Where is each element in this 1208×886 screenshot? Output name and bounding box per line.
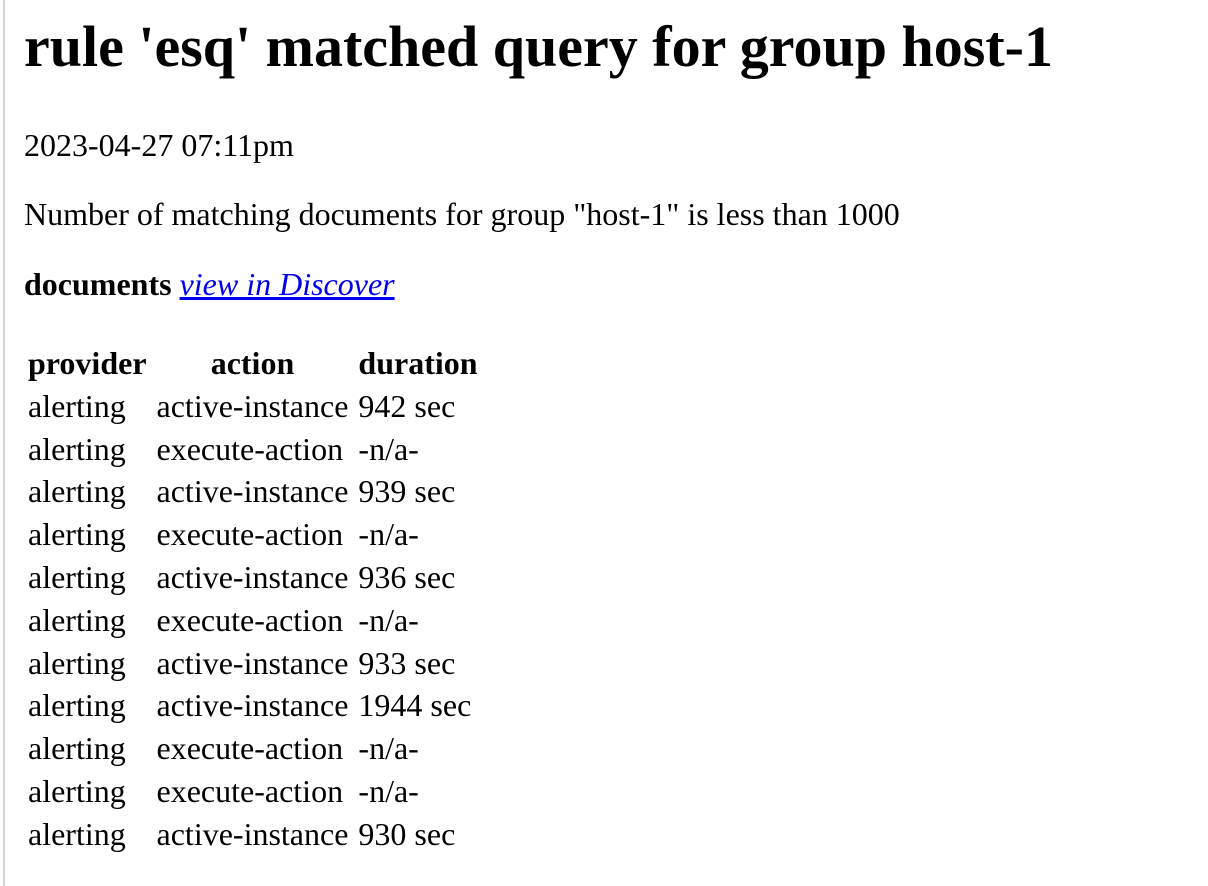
duration-cell: -n/a- <box>358 430 419 467</box>
timestamp: 2023-04-27 07:11pm <box>24 126 294 163</box>
action-cell: active-instance <box>156 644 349 681</box>
provider-cell: alerting <box>28 430 126 467</box>
table-row <box>26 814 484 855</box>
documents-label: documents <box>24 266 172 303</box>
window-edge <box>3 0 5 886</box>
table-row <box>26 429 484 470</box>
table-header-row <box>26 343 484 384</box>
duration-cell: 1944 sec <box>358 687 472 724</box>
table-row <box>26 728 484 769</box>
summary-text: Number of matching documents for group "host-1" is less than 1000 <box>24 196 900 233</box>
duration-cell: 936 sec <box>358 559 456 596</box>
provider-cell: alerting <box>28 559 126 596</box>
provider-cell: alerting <box>28 473 126 510</box>
provider-cell: alerting <box>28 601 126 638</box>
duration-cell: 930 sec <box>358 815 456 852</box>
table-row <box>26 386 484 427</box>
provider-cell: alerting <box>28 687 126 724</box>
table-row <box>26 643 484 684</box>
action-cell: active-instance <box>156 687 349 724</box>
table-row <box>26 771 484 812</box>
table-row <box>26 471 484 512</box>
duration-cell: -n/a- <box>358 730 419 767</box>
provider-cell: alerting <box>28 644 126 681</box>
documents-line <box>24 266 1192 303</box>
provider-cell: alerting <box>28 773 126 810</box>
action-cell: active-instance <box>156 387 349 424</box>
provider-cell: alerting <box>28 516 126 553</box>
table-row <box>26 557 484 598</box>
provider-cell: alerting <box>28 387 126 424</box>
view-in-discover-link[interactable]: view in Discover <box>179 266 395 303</box>
table-row <box>26 514 484 555</box>
action-cell: execute-action <box>156 601 344 638</box>
action-column-header: action <box>210 345 295 382</box>
action-cell: execute-action <box>156 730 344 767</box>
duration-cell: 939 sec <box>358 473 456 510</box>
duration-cell: 942 sec <box>358 387 456 424</box>
action-cell: active-instance <box>156 815 349 852</box>
duration-cell: -n/a- <box>358 773 419 810</box>
action-cell: active-instance <box>156 473 349 510</box>
table-body <box>26 386 484 855</box>
duration-cell: 933 sec <box>358 644 456 681</box>
alerts-table <box>24 341 486 857</box>
duration-column-header: duration <box>358 345 478 382</box>
action-cell: execute-action <box>156 516 344 553</box>
action-cell: execute-action <box>156 430 344 467</box>
duration-cell: -n/a- <box>358 601 419 638</box>
action-cell: execute-action <box>156 773 344 810</box>
provider-cell: alerting <box>28 730 126 767</box>
provider-column-header: provider <box>28 345 147 382</box>
duration-cell: -n/a- <box>358 516 419 553</box>
action-cell: active-instance <box>156 559 349 596</box>
provider-cell: alerting <box>28 815 126 852</box>
notification-body <box>0 14 1208 857</box>
table-row <box>26 600 484 641</box>
page-title: rule 'esq' matched query for group host-1 <box>24 14 1053 79</box>
table-row <box>26 685 484 726</box>
